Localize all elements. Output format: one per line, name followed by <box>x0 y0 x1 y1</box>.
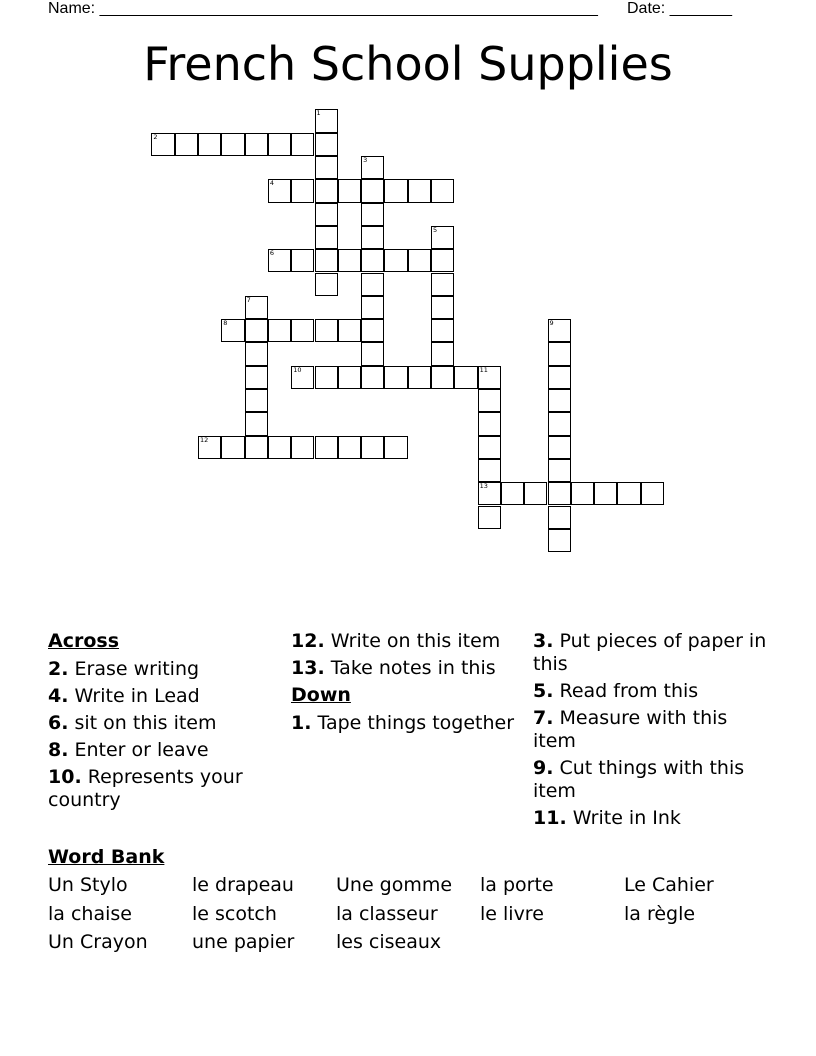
crossword-cell[interactable] <box>268 319 291 342</box>
crossword-cell[interactable] <box>361 273 384 296</box>
across-clue <box>48 658 288 681</box>
clue-number: 11 <box>479 365 488 374</box>
crossword-cell[interactable] <box>431 319 454 342</box>
word-bank-item: les ciseaux <box>336 931 442 953</box>
crossword-cell[interactable] <box>315 226 338 249</box>
word-bank-item: la règle <box>624 903 696 925</box>
across-clue <box>291 630 531 653</box>
crossword-cell[interactable] <box>408 179 431 202</box>
crossword-cell[interactable] <box>198 133 221 156</box>
word-bank-item: Le Cahier <box>624 874 714 896</box>
clue-number: 10 <box>293 365 302 374</box>
crossword-cell[interactable] <box>571 482 594 505</box>
clue-number: 12 <box>200 435 209 444</box>
crossword-cell[interactable] <box>478 506 501 529</box>
crossword-cell[interactable] <box>315 319 338 342</box>
crossword-cell[interactable] <box>291 366 314 389</box>
clue-number-label: 2. <box>48 658 69 680</box>
clue-number: 1 <box>316 109 321 118</box>
crossword-cell[interactable] <box>478 389 501 412</box>
clue-text: Write in Ink <box>572 807 681 829</box>
crossword-cell[interactable] <box>315 249 338 272</box>
across-clue <box>291 657 531 680</box>
clue-text: Measure with this item <box>533 707 728 752</box>
word-bank-item: une papier <box>192 931 295 953</box>
crossword-cell[interactable] <box>408 249 431 272</box>
clue-text: Put pieces of paper in this <box>533 630 767 675</box>
crossword-cell[interactable] <box>315 179 338 202</box>
crossword-cell[interactable] <box>315 109 338 132</box>
down-clue <box>533 757 773 803</box>
crossword-cell[interactable] <box>478 366 501 389</box>
word-bank-item: la chaise <box>48 903 132 925</box>
crossword-cell[interactable] <box>548 342 571 365</box>
clue-heading: Down <box>291 684 351 706</box>
clue-text: Enter or leave <box>74 739 209 761</box>
clue-number-label: 8. <box>48 739 69 761</box>
crossword-cell[interactable] <box>175 133 198 156</box>
crossword-cell[interactable] <box>524 482 547 505</box>
across-clue <box>48 685 288 708</box>
crossword-cell[interactable] <box>454 366 477 389</box>
crossword-cell[interactable] <box>361 156 384 179</box>
crossword-cell[interactable] <box>315 156 338 179</box>
crossword-cell[interactable] <box>548 506 571 529</box>
down-clue <box>291 712 531 735</box>
crossword-cell[interactable] <box>221 436 244 459</box>
clue-heading: Across <box>48 630 120 652</box>
crossword-cell[interactable] <box>478 482 501 505</box>
clue-number-label: 4. <box>48 685 69 707</box>
across-clue <box>48 766 288 812</box>
crossword-cell[interactable] <box>384 179 407 202</box>
clue-text: Represents your country <box>48 766 243 811</box>
crossword-cell[interactable] <box>245 342 268 365</box>
crossword-cell[interactable] <box>548 459 571 482</box>
crossword-cell[interactable] <box>198 436 221 459</box>
crossword-cell[interactable] <box>291 133 314 156</box>
word-bank-item: le livre <box>480 903 544 925</box>
clue-number: 4 <box>269 179 275 188</box>
crossword-cell[interactable] <box>548 366 571 389</box>
word-bank-item: Un Stylo <box>48 874 128 896</box>
clue-number-label: 6. <box>48 712 69 734</box>
clue-text: Take notes in this <box>330 657 496 679</box>
clue-number-label: 7. <box>533 707 554 729</box>
down-clue <box>533 807 773 830</box>
down-clue <box>533 630 773 676</box>
page-title: French School Supplies <box>143 37 673 91</box>
crossword-cell[interactable] <box>315 133 338 156</box>
word-bank-item: la classeur <box>336 903 438 925</box>
clue-column-1 <box>48 630 288 816</box>
down-clue <box>533 680 773 703</box>
crossword-cell[interactable] <box>291 179 314 202</box>
crossword-cell[interactable] <box>431 342 454 365</box>
crossword-cell[interactable] <box>617 482 640 505</box>
clue-number: 3 <box>363 156 368 164</box>
clue-text: Tape things together <box>317 712 515 734</box>
clue-number-label: 10. <box>48 766 82 788</box>
crossword-cell[interactable] <box>361 436 384 459</box>
clue-column-3 <box>533 630 773 834</box>
crossword-cell[interactable] <box>268 179 291 202</box>
name-line: Name: ________________________________________________________ <box>48 0 598 17</box>
crossword-cell[interactable] <box>361 249 384 272</box>
clue-text: Cut things with this item <box>533 757 745 802</box>
word-bank-item: le scotch <box>192 903 277 925</box>
clue-number-label: 13. <box>291 657 325 679</box>
crossword-cell[interactable] <box>315 366 338 389</box>
crossword-cell[interactable] <box>478 436 501 459</box>
crossword-cell[interactable] <box>221 319 244 342</box>
crossword-cell[interactable] <box>384 436 407 459</box>
crossword-cell[interactable] <box>361 179 384 202</box>
crossword-cell[interactable] <box>221 133 244 156</box>
crossword-cell[interactable] <box>361 296 384 319</box>
crossword-cell[interactable] <box>361 226 384 249</box>
across-clue <box>48 739 288 762</box>
crossword-cell[interactable] <box>361 366 384 389</box>
clue-text: Erase writing <box>74 658 200 680</box>
crossword-cell[interactable] <box>291 436 314 459</box>
crossword-cell[interactable] <box>548 389 571 412</box>
crossword-cell[interactable] <box>548 412 571 435</box>
down-clue <box>533 707 773 753</box>
clue-number: 6 <box>269 249 275 258</box>
clue-text: Write in Lead <box>74 685 200 707</box>
crossword-cell[interactable] <box>384 249 407 272</box>
clue-number: 5 <box>433 225 438 234</box>
word-bank-item: Un Crayon <box>48 931 148 953</box>
crossword-cell[interactable] <box>548 436 571 459</box>
crossword-cell[interactable] <box>245 133 268 156</box>
clue-number-label: 5. <box>533 680 554 702</box>
crossword-cell[interactable] <box>501 482 524 505</box>
clue-number-label: 12. <box>291 630 325 652</box>
crossword-cell[interactable] <box>315 203 338 226</box>
crossword-cell[interactable] <box>338 249 361 272</box>
crossword-cell[interactable] <box>431 249 454 272</box>
crossword-cell[interactable] <box>408 366 431 389</box>
clue-number-label: 9. <box>533 757 554 779</box>
clue-number: 8 <box>223 319 228 328</box>
crossword-cell[interactable] <box>268 436 291 459</box>
clue-number: 13 <box>479 482 488 491</box>
crossword-cell[interactable] <box>245 319 268 342</box>
crossword-cell[interactable] <box>291 319 314 342</box>
clue-number-label: 1. <box>291 712 312 734</box>
word-bank-title: Word Bank <box>48 846 165 868</box>
date-line: Date: _______ <box>627 0 732 17</box>
crossword-cell[interactable] <box>245 436 268 459</box>
crossword-cell[interactable] <box>338 319 361 342</box>
crossword-cell[interactable] <box>338 366 361 389</box>
crossword-cell[interactable] <box>431 179 454 202</box>
clue-number: 2 <box>153 132 158 141</box>
crossword-cell[interactable] <box>338 436 361 459</box>
crossword-cell[interactable] <box>548 529 571 552</box>
crossword-cell[interactable] <box>151 133 174 156</box>
crossword-cell[interactable] <box>338 179 361 202</box>
clue-text: Write on this item <box>330 630 501 652</box>
crossword-cell[interactable] <box>641 482 664 505</box>
crossword-cell[interactable] <box>361 319 384 342</box>
crossword-cell[interactable] <box>361 342 384 365</box>
word-bank-item: le drapeau <box>192 874 294 896</box>
word-bank-item: Une gomme <box>336 874 453 896</box>
clue-text: Read from this <box>559 680 699 702</box>
crossword-cell[interactable] <box>245 296 268 319</box>
clue-number: 7 <box>246 295 251 304</box>
crossword-cell[interactable] <box>315 436 338 459</box>
clue-number: 9 <box>549 319 554 328</box>
crossword-cell[interactable] <box>291 249 314 272</box>
crossword-cell[interactable] <box>268 249 291 272</box>
clue-column-2 <box>291 630 531 739</box>
crossword-cell[interactable] <box>431 273 454 296</box>
clue-text: sit on this item <box>74 712 217 734</box>
crossword-cell[interactable] <box>315 273 338 296</box>
crossword-cell[interactable] <box>478 459 501 482</box>
crossword-cell[interactable] <box>594 482 617 505</box>
crossword-cell[interactable] <box>245 366 268 389</box>
crossword-cell[interactable] <box>431 296 454 319</box>
clue-number-label: 11. <box>533 807 567 829</box>
crossword-cell[interactable] <box>548 482 571 505</box>
crossword-cell[interactable] <box>268 133 291 156</box>
word-bank-item: la porte <box>480 874 554 896</box>
crossword-cell[interactable] <box>478 412 501 435</box>
clue-number-label: 3. <box>533 630 554 652</box>
crossword-cell[interactable] <box>245 412 268 435</box>
crossword-cell[interactable] <box>431 366 454 389</box>
crossword-cell[interactable] <box>548 319 571 342</box>
across-clue <box>48 712 288 735</box>
crossword-cell[interactable] <box>245 389 268 412</box>
crossword-cell[interactable] <box>361 203 384 226</box>
crossword-cell[interactable] <box>431 226 454 249</box>
crossword-cell[interactable] <box>384 366 407 389</box>
